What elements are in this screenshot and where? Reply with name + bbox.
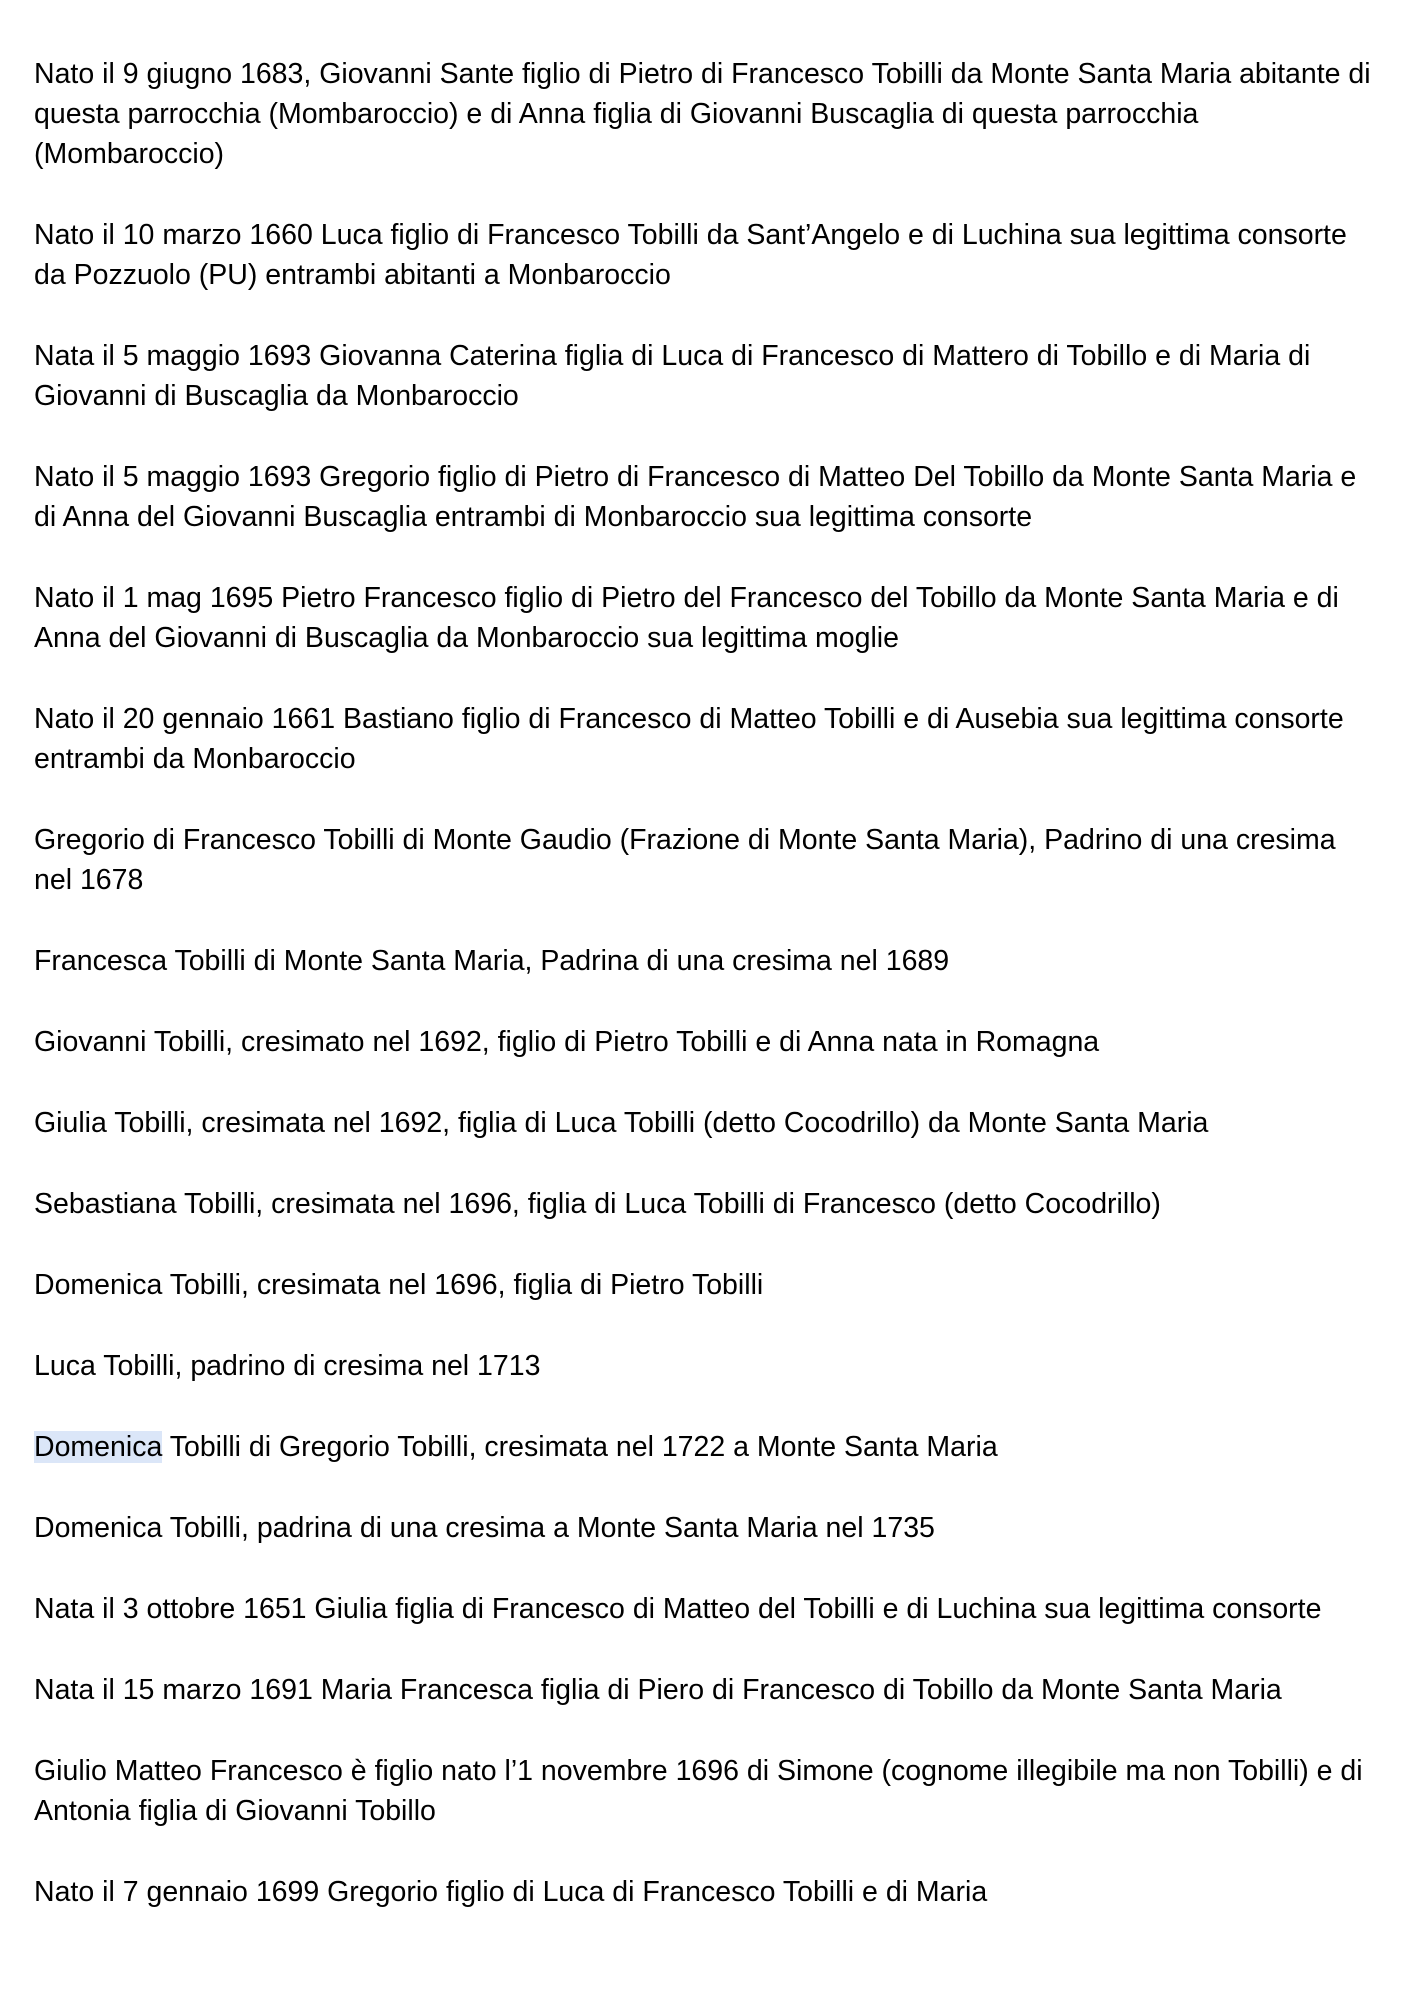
paragraph: Francesca Tobilli di Monte Santa Maria, Padrina di una cresima nel 1689 (34, 945, 950, 977)
document-body[interactable] (34, 54, 1374, 1953)
paragraph: Nata il 3 ottobre 1651 Giulia figlia di Francesco di Matteo del Tobilli e di Luchina sua legittima consorte (34, 1593, 1322, 1625)
paragraph: Nata il 15 marzo 1691 Maria Francesca figlia di Piero di Francesco di Tobillo da Monte Santa Maria (34, 1674, 1282, 1706)
paragraph: Nato il 10 marzo 1660 Luca figlio di Francesco Tobilli da Sant’Angelo e di Luchina sua legittima consorte da Pozzuolo (PU) entrambi abitanti a Monbaroccio (34, 219, 1347, 291)
paragraph: Domenica Tobilli, padrina di una cresima a Monte Santa Maria nel 1735 (34, 1512, 935, 1544)
paragraph: Giulio Matteo Francesco è figlio nato l’1 novembre 1696 di Simone (cognome illegibile ma non Tobilli) e di Antonia figlia di Giovanni Tobillo (34, 1755, 1363, 1827)
paragraph: Nato il 9 giugno 1683, Giovanni Sante figlio di Pietro di Francesco Tobilli da Monte Santa Maria abitante di questa parrocchia (Mombaroccio) e di Anna figlia di Giovanni Buscaglia di questa parrocchia (Mombaroccio) (34, 58, 1371, 170)
paragraph: Sebastiana Tobilli, cresimata nel 1696, figlia di Luca Tobilli di Francesco (detto Cocodrillo) (34, 1188, 1161, 1220)
paragraph: Luca Tobilli, padrino di cresima nel 1713 (34, 1350, 541, 1382)
paragraph-text: Tobilli di Gregorio Tobilli, cresimata nel 1722 a Monte Santa Maria (162, 1431, 998, 1463)
paragraph: Giovanni Tobilli, cresimato nel 1692, figlio di Pietro Tobilli e di Anna nata in Romagna (34, 1026, 1100, 1058)
paragraph-with-selection (34, 1427, 1374, 1467)
paragraph: Nata il 5 maggio 1693 Giovanna Caterina figlia di Luca di Francesco di Mattero di Tobillo e di Maria di Giovanni di Buscaglia da Monbaroccio (34, 340, 1311, 412)
paragraph: Nato il 20 gennaio 1661 Bastiano figlio di Francesco di Matteo Tobilli e di Ausebia sua legittima consorte entrambi da Monbaroccio (34, 703, 1344, 775)
paragraph: Nato il 5 maggio 1693 Gregorio figlio di Pietro di Francesco di Matteo Del Tobillo da Monte Santa Maria e di Anna del Giovanni Buscaglia entrambi di Monbaroccio sua legittima consorte (34, 461, 1357, 533)
paragraph: Giulia Tobilli, cresimata nel 1692, figlia di Luca Tobilli (detto Cocodrillo) da Monte Santa Maria (34, 1107, 1209, 1139)
paragraph: Nato il 1 mag 1695 Pietro Francesco figlio di Pietro del Francesco del Tobillo da Monte Santa Maria e di Anna del Giovanni di Buscaglia da Monbaroccio sua legittima moglie (34, 582, 1339, 654)
selected-text[interactable]: Domenica (34, 1431, 163, 1463)
paragraph: Domenica Tobilli, cresimata nel 1696, figlia di Pietro Tobilli (34, 1269, 764, 1301)
paragraph: Gregorio di Francesco Tobilli di Monte Gaudio (Frazione di Monte Santa Maria), Padrino di una cresima nel 1678 (34, 824, 1336, 896)
paragraph: Nato il 7 gennaio 1699 Gregorio figlio di Luca di Francesco Tobilli e di Maria (34, 1876, 988, 1908)
